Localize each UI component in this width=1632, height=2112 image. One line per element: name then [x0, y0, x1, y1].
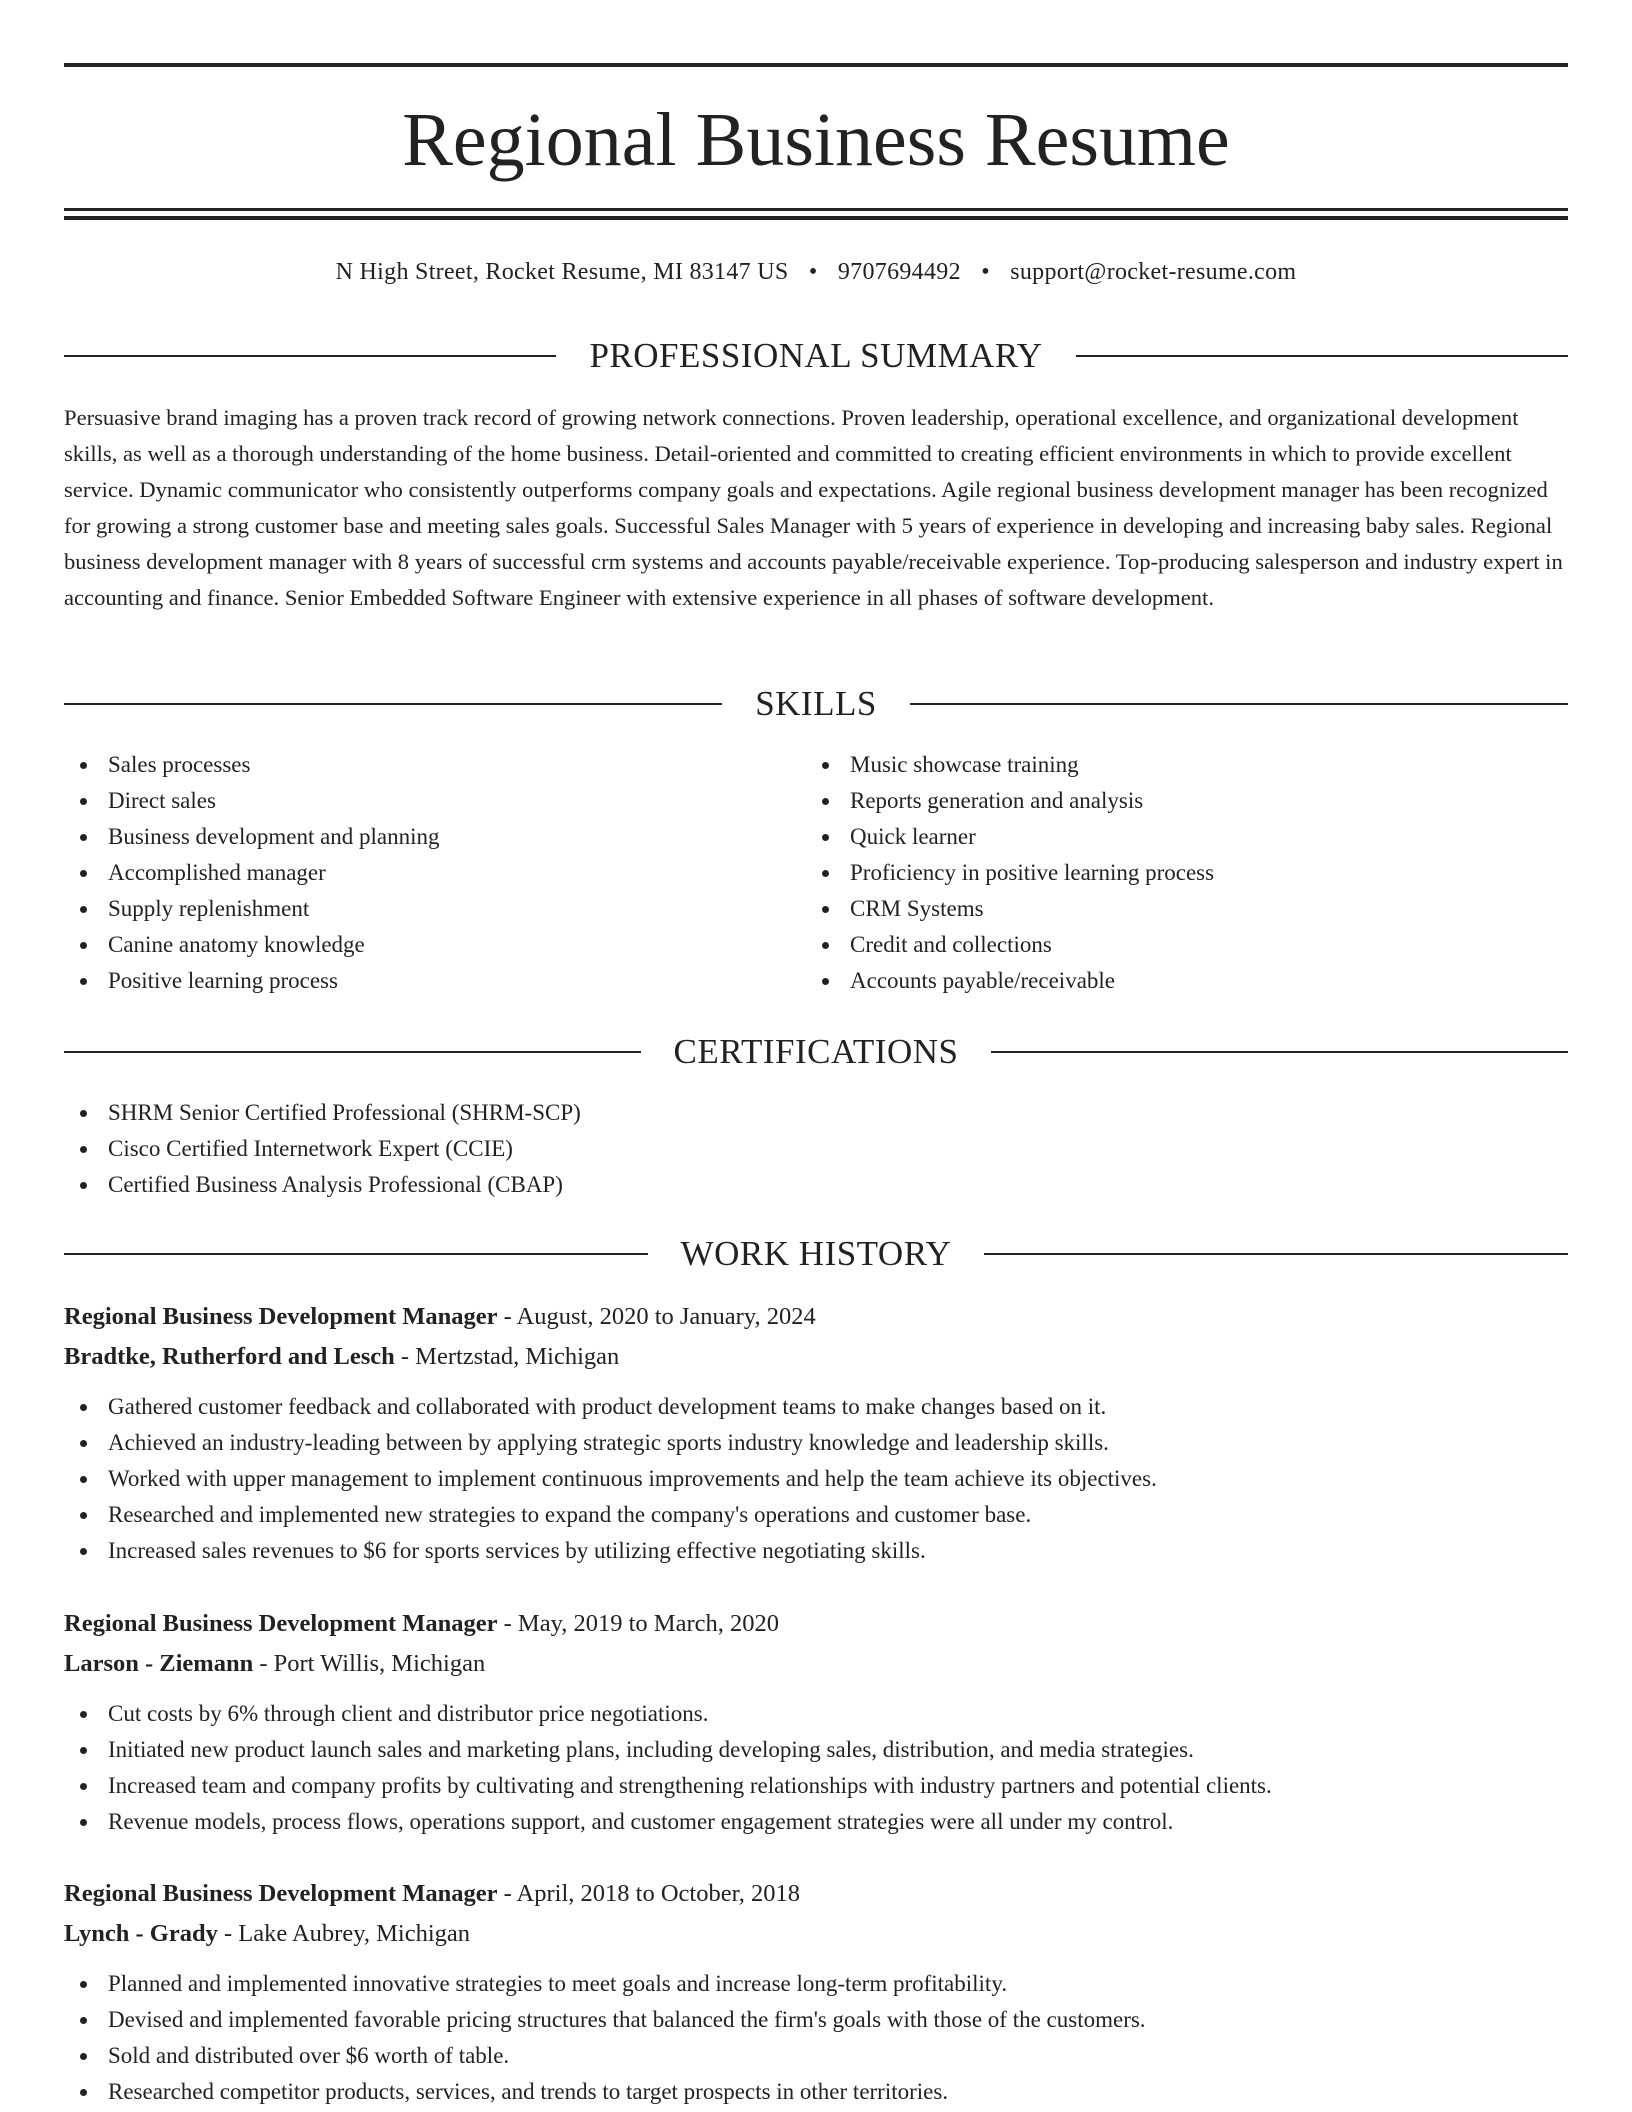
job-title-line	[64, 1604, 1568, 1644]
job-company-line	[64, 1337, 1568, 1377]
skill-item: Supply replenishment	[64, 891, 804, 927]
certifications-heading-label: CERTIFICATIONS	[673, 1032, 959, 1071]
job-location: - Lake Aubrey, Michigan	[217, 1920, 471, 1947]
job-bullet: Achieved an industry-leading between by applying strategic sports industry knowledge and leadership skills.	[64, 1425, 1568, 1461]
skill-item: Direct sales	[64, 783, 804, 819]
job-bullet: Planned and implemented innovative strategies to meet goals and increase long-term profitability.	[64, 1966, 1568, 2002]
job-company: Bradtke, Rutherford and Lesch	[64, 1343, 395, 1370]
skill-item: Reports generation and analysis	[806, 783, 1546, 819]
skills-heading	[64, 684, 1568, 724]
skill-item: CRM Systems	[806, 891, 1546, 927]
job-company-line	[64, 1914, 1568, 1954]
job-dates: - April, 2018 to October, 2018	[497, 1880, 801, 1907]
job-bullet: Researched and implemented new strategies to expand the company's operations and customer base.	[64, 1497, 1568, 1533]
job-bullets	[64, 1696, 1568, 1840]
job-bullet: Sold and distributed over $6 worth of table.	[64, 2038, 1568, 2074]
job-bullet: Gathered customer feedback and collaborated with product development teams to make changes based on it.	[64, 1389, 1568, 1425]
summary-text: Persuasive brand imaging has a proven track record of growing network connections. Proven leadership, operational excellence, and organizational development skills, as well as a thorough understanding of the home business. Detail-oriented and committed to creating efficient environments in which to provide excellent service. Dynamic communicator who consistently outperforms company goals and expectations. Agile regional business development manager has been recognized for growing a strong customer base and meeting sales goals. Successful Sales Manager with 5 years of experience in developing and increasing baby sales. Regional business development manager with 8 years of successful crm systems and accounts payable/receivable experience. Top-producing salesperson and industry expert in accounting and finance. Senior Embedded Software Engineer with extensive experience in all phases of software development.	[64, 405, 1563, 610]
skills-list-right	[806, 747, 1546, 999]
title-double-rule	[64, 208, 1568, 220]
certifications-heading	[64, 1032, 1568, 1072]
contact-separator: •	[808, 259, 818, 285]
job-bullet: Researched competitor products, services, and trends to target prospects in other territories.	[64, 2074, 1568, 2110]
job-title-line	[64, 1874, 1568, 1914]
job-entry	[64, 1297, 1568, 1569]
top-rule	[64, 63, 1568, 67]
summary-heading	[64, 336, 1568, 376]
job-bullet: Revenue models, process flows, operations support, and customer engagement strategies were all under my control.	[64, 1804, 1568, 1840]
job-title: Regional Business Development Manager	[64, 1610, 498, 1637]
skill-item: Music showcase training	[806, 747, 1546, 783]
job-bullet: Initiated new product launch sales and marketing plans, including developing sales, distribution, and media strategies.	[64, 1732, 1568, 1768]
job-title: Regional Business Development Manager	[64, 1303, 498, 1330]
job-bullets	[64, 1389, 1568, 1569]
job-bullet: Devised and implemented favorable pricing structures that balanced the firm's goals with those of the customers.	[64, 2002, 1568, 2038]
skill-item: Accounts payable/receivable	[806, 963, 1546, 999]
skill-item: Business development and planning	[64, 819, 804, 855]
job-company-line	[64, 1644, 1568, 1684]
job-dates: - May, 2019 to March, 2020	[497, 1610, 779, 1637]
work-history-heading	[64, 1234, 1568, 1274]
certification-item: SHRM Senior Certified Professional (SHRM-SCP)	[64, 1095, 1568, 1131]
job-bullet: Worked with upper management to implement continuous improvements and help the team achieve its objectives.	[64, 1461, 1568, 1497]
job-bullets	[64, 1966, 1568, 2110]
job-location: - Port Willis, Michigan	[253, 1650, 486, 1677]
certification-item: Cisco Certified Internetwork Expert (CCIE)	[64, 1131, 1568, 1167]
skill-item: Credit and collections	[806, 927, 1546, 963]
contact-line	[64, 254, 1568, 290]
certifications-list	[64, 1095, 1568, 1203]
job-title-line	[64, 1297, 1568, 1337]
skill-item: Quick learner	[806, 819, 1546, 855]
skill-item: Canine anatomy knowledge	[64, 927, 804, 963]
summary-heading-label: PROFESSIONAL SUMMARY	[589, 336, 1043, 375]
skills-list-left	[64, 747, 804, 999]
job-dates: - August, 2020 to January, 2024	[497, 1303, 816, 1330]
job-location: - Mertzstad, Michigan	[394, 1343, 620, 1370]
certification-item: Certified Business Analysis Professional (CBAP)	[64, 1167, 1568, 1203]
job-bullet: Increased sales revenues to $6 for sports services by utilizing effective negotiating skills.	[64, 1533, 1568, 1569]
contact-email: support@rocket-resume.com	[1010, 259, 1297, 285]
contact-separator: •	[981, 259, 990, 285]
job-company: Larson - Ziemann	[64, 1650, 254, 1677]
contact-address: N High Street, Rocket Resume, MI 83147 US	[335, 259, 789, 285]
resume-title: Regional Business Resume	[402, 98, 1230, 182]
job-bullet: Increased team and company profits by cultivating and strengthening relationships with industry partners and potential clients.	[64, 1768, 1568, 1804]
work-history-heading-label: WORK HISTORY	[680, 1234, 952, 1273]
contact-phone: 9707694492	[837, 259, 961, 285]
skill-item: Accomplished manager	[64, 855, 804, 891]
job-entry	[64, 1604, 1568, 1840]
skill-item: Positive learning process	[64, 963, 804, 999]
job-entry	[64, 1874, 1568, 2110]
skills-heading-label: SKILLS	[755, 684, 877, 723]
job-title: Regional Business Development Manager	[64, 1880, 498, 1907]
job-company: Lynch - Grady	[64, 1920, 218, 1947]
job-bullet: Cut costs by 6% through client and distributor price negotiations.	[64, 1696, 1568, 1732]
skill-item: Sales processes	[64, 747, 804, 783]
skill-item: Proficiency in positive learning process	[806, 855, 1546, 891]
